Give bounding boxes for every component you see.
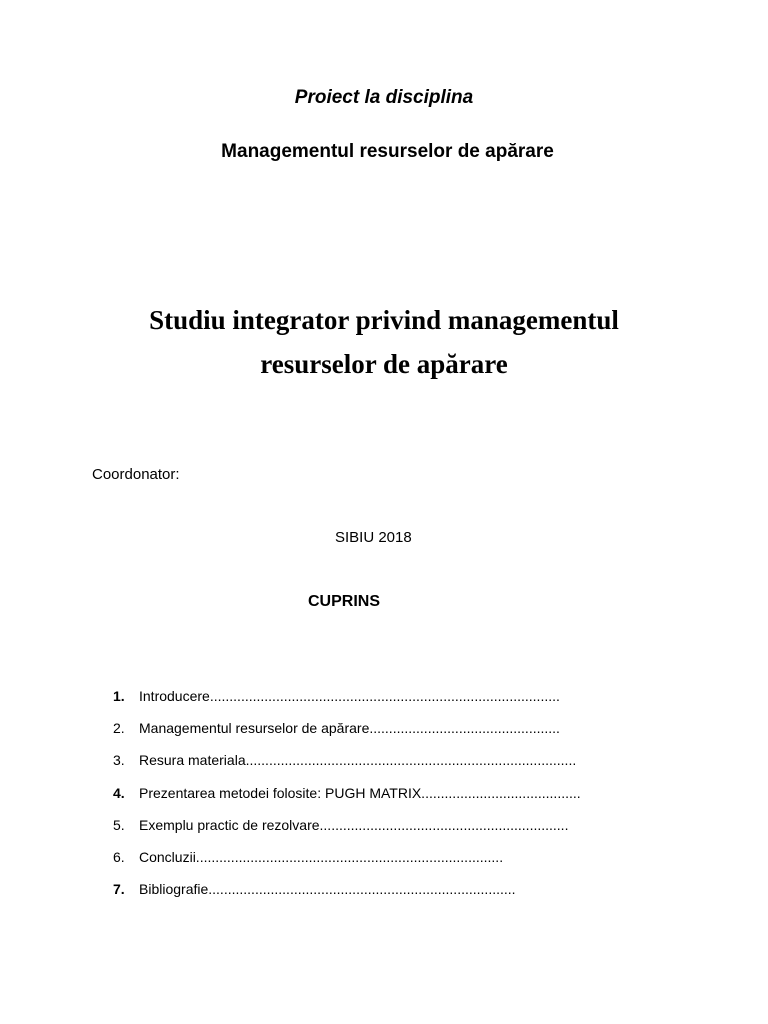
toc-item-text: Prezentarea metodei folosite: PUGH MATRIX......................................... <box>139 784 581 801</box>
toc-item <box>113 777 581 809</box>
document-title <box>0 298 768 386</box>
toc-item-number: 5. <box>113 816 125 833</box>
coordinator-label: Coordonator: <box>92 466 180 483</box>
city-year: SIBIU 2018 <box>335 529 412 546</box>
toc-heading: CUPRINS <box>308 593 381 610</box>
toc-item-number: 7. <box>113 881 125 898</box>
table-of-contents <box>113 680 581 905</box>
project-subtitle: Proiect la disciplina <box>294 87 474 108</box>
toc-item-text: Resura materiala..................................................................................... <box>139 752 577 769</box>
toc-item-text: Introducere.......................................................................................... <box>139 688 560 704</box>
toc-item <box>113 809 581 841</box>
toc-item-number: 4. <box>113 784 125 801</box>
toc-item-number: 3. <box>113 752 125 769</box>
toc-item-text: Exemplu practic de rezolvare................................................................ <box>139 816 569 833</box>
toc-item <box>113 841 581 873</box>
toc-item-text: Concluzii............................................................................... <box>139 848 504 865</box>
toc-item-text: Managementul resurselor de apărare................................................. <box>139 720 560 737</box>
toc-item-text: Bibliografie............................................................................... <box>139 881 516 898</box>
toc-item-number: 2. <box>113 720 125 737</box>
toc-item <box>113 744 581 776</box>
toc-item-number: 6. <box>113 848 125 865</box>
document-title-line-1: Studiu integrator privind managementul <box>149 305 619 335</box>
toc-item-number: 1. <box>113 688 125 704</box>
document-title-line-2: resurselor de apărare <box>260 349 508 379</box>
toc-item <box>113 712 581 744</box>
toc-item <box>113 873 581 905</box>
toc-item <box>113 680 581 712</box>
course-name: Managementul resurselor de apărare <box>221 141 554 162</box>
